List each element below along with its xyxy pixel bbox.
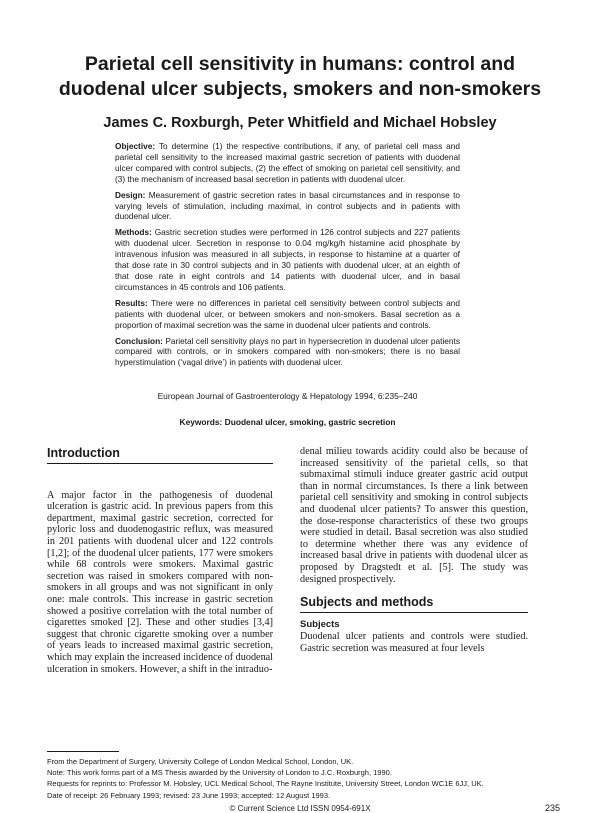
abstract: [115, 141, 460, 373]
footnote-divider: [47, 751, 119, 752]
introduction-heading: Introduction: [47, 446, 273, 464]
introduction-paragraph-2: denal milieu towards acidity could also be because of increased sensitivity of the parietal cells, so that submaximal stimuli induce greater gastric acid output than in normal circumstances. Is there a link between parietal cell sensitivity and smoking in control subjects and duodenal ulcer patients? To answer this question, the dose-response characteristics of these two groups were studied in detail. Basal secretion was also studied to determine whether there was any evidence of increased basal drive in patients with duodenal ulcer as proposed by Dragstedt et al. [5]. The study was designed prospectively.: [300, 446, 528, 585]
footnote-dates: Date of receipt: 26 February 1993; revised: 23 June 1993; accepted: 12 August 1993.: [47, 790, 331, 800]
abstract-results: [115, 298, 460, 331]
footnote-affiliation: From the Department of Surgery, University College of London Medical School, London, UK.: [47, 757, 354, 766]
abstract-methods: [115, 227, 460, 292]
subjects-subheading: Subjects: [300, 618, 340, 630]
journal-citation: European Journal of Gastroenterology & Hepatology 1994, 6:235–240: [157, 391, 418, 401]
design-label: Design:: [115, 189, 146, 200]
right-column: [300, 446, 528, 655]
conclusion-label: Conclusion:: [115, 335, 163, 346]
footnotes: [47, 751, 537, 802]
abstract-design: [115, 190, 460, 223]
abstract-objective: [115, 141, 460, 185]
keywords: Keywords: Duodenal ulcer, smoking, gastric secretion: [179, 417, 396, 427]
author-list: James C. Roxburgh, Peter Whitfield and Michael Hobsley: [103, 115, 497, 131]
abstract-conclusion: [115, 336, 460, 369]
footnote-note: Note: This work forms part of a MS Thesis awarded by the University of London to J.C. Roxburgh, 1990.: [47, 768, 392, 778]
paper-title: Parietal cell sensitivity in humans: control and duodenal ulcer subjects, smokers and non-smokers: [58, 53, 542, 100]
methods-label: Methods:: [115, 227, 152, 238]
results-label: Results:: [115, 297, 148, 308]
objective-text: To determine (1) the respective contributions, if any, of parietal cell mass and parietal cell sensitivity to the increased maximal gastric secretion of patients with duodenal ulcer compared with control subjects, (2) the effect of smoking on parietal cell sensitivity, and (3) the mechanism of increased basal secretion in patients with duodenal ulcer.: [115, 141, 460, 184]
introduction-paragraph-1: A major factor in the pathogenesis of duodenal ulceration is gastric acid. In previous papers from this department, maximal gastric secretion, corrected for pyloric loss and duodenogastric reflux, was measured in 201 patients with duodenal ulcer and 122 controls [1,2]; of the duodenal ulcer patients, 177 were smokers while 68 controls were smokers. Maximal gastric secretion was raised in smokers compared with non-smokers in all groups and was not significant in only one: male controls. This increase in gastric secretion showed a positive correlation with the total number of cigarettes smoked [2]. These and other studies [3,4] suggest that chronic cigarette smoking over a number of years leads to increased maximal gastric secretion, which may explain the increased incidence of duodenal ulceration in smokers. However, a shift in the intraduo-: [47, 489, 274, 675]
results-text: There were no differences in parietal cell sensitivity between control subjects and patients with duodenal ulcer, or between smokers and non-smokers. Basal secretion as a proportion of maximal secretion was the same in duodenal ulcer patients and controls.: [115, 297, 461, 330]
footnote-reprints: Requests for reprints to: Professor M. Hobsley, UCL Medical School, The Rayne Institute, University Street, London WC1E 6JJ, UK.: [47, 779, 484, 789]
conclusion-text: Parietal cell sensitivity plays no part in hypersecretion in duodenal ulcer patients compared with controls, or in smokers compared with non-smokers; there is no basal hyperstimulation (‘vagal drive’) in patients with duodenal ulcer.: [115, 335, 460, 368]
subjects-methods-heading: Subjects and methods: [300, 595, 528, 613]
methods-text: Gastric secretion studies were performed in 126 control subjects and 227 patients with duodenal ulcer. Secretion in response to 0.04 mg/kg/h histamine acid phosphate by intravenous infusion was measured in all subjects, in response to histamine at a quarter of that dose rate in 30 control subjects and in 30 patients with duodenal ulcer, at an eighth of that dose rate in eight controls and 14 patients with duodenal ulcer, and in basal circumstances in 45 controls and 106 patients.: [115, 227, 460, 292]
objective-label: Objective:: [115, 141, 156, 151]
subjects-paragraph: Duodenal ulcer patients and controls were studied. Gastric secretion was measured at four levels: [300, 631, 528, 654]
page-number: 235: [544, 803, 560, 813]
copyright-notice: © Current Science Ltd ISSN 0954-691X: [229, 804, 371, 813]
left-column: [47, 446, 273, 675]
design-text: Measurement of gastric secretion rates in basal circumstances and in response to varying levels of stimulation, including maximal, in control subjects and in patients with duodenal ulcer.: [115, 189, 460, 222]
